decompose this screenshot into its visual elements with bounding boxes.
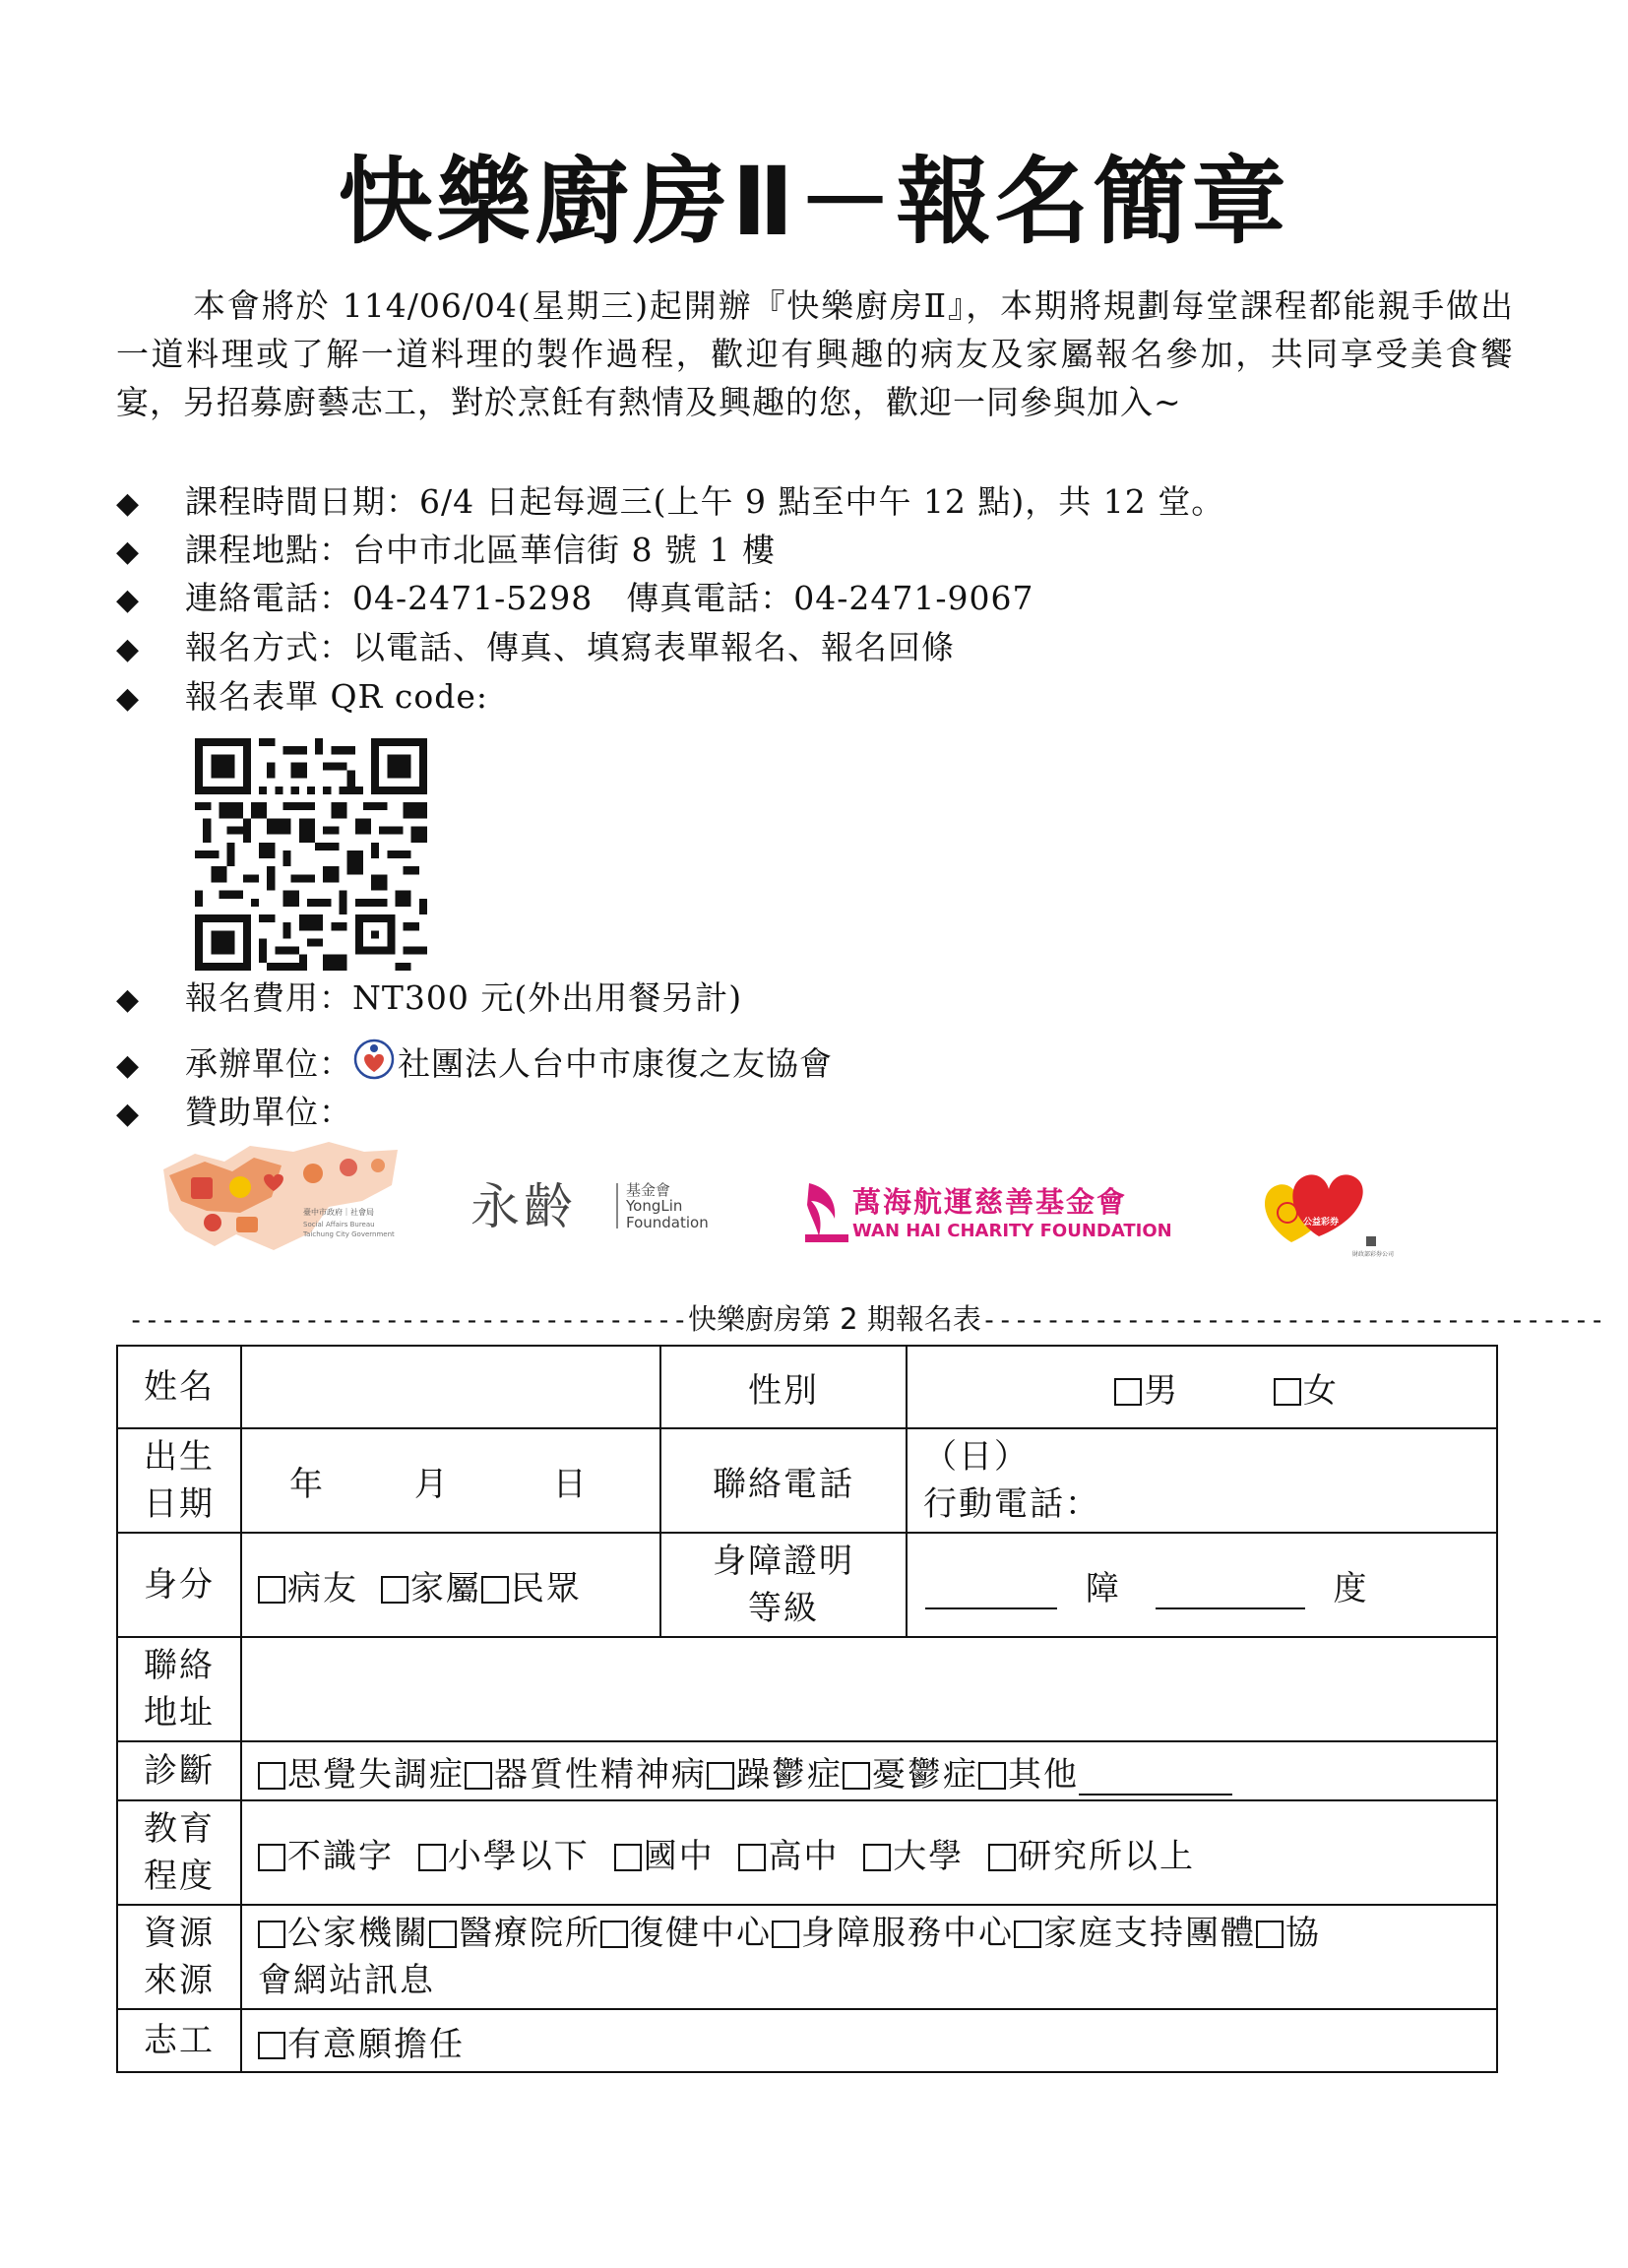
src-hospital-checkbox[interactable] [429,1921,457,1948]
disability-degree-blank[interactable] [1156,1578,1305,1609]
diamond-bullet-icon: ◆ [116,632,141,666]
taichung-social-affairs-logo [156,1132,407,1258]
intro-paragraph: 本會將於 114/06/04(星期三)起開辦『快樂廚房Ⅱ』，本期將規劃每堂課程都能親手做出一道料理或了解一道料理的製作過程，歡迎有興趣的病友及家屬報名參加，共同享受美食饗宴，另招募廚藝志工，對於烹飪有熱情及興趣的您，歡迎一同參與加入~ [116,286,1514,421]
ed-senior-high-checkbox[interactable] [738,1844,766,1871]
phone-field[interactable]: （日） 行動電話： [907,1428,1497,1533]
wanhai-emblem-icon [805,1179,848,1244]
dx-other-checkbox[interactable] [978,1762,1006,1790]
src-rehab-checkbox[interactable] [600,1921,628,1948]
page-title: 快樂廚房Ⅱ－報名簡章 [338,147,1290,257]
disability-type-blank[interactable] [925,1578,1057,1609]
form-heading: 快樂廚房第 2 期報名表 [687,1302,981,1336]
name-label: 姓名 [117,1346,241,1428]
public-checkbox[interactable] [481,1576,509,1604]
src-family-support-checkbox[interactable] [1014,1921,1041,1948]
family-checkbox[interactable] [381,1576,408,1604]
identity-label: 身分 [117,1533,241,1637]
dx-depression-checkbox[interactable] [843,1762,870,1790]
diamond-bullet-icon: ◆ [116,1097,141,1131]
bullet-schedule: ◆ 課程時間日期：6/4 日起每週三(上午 9 點至中午 12 點)，共 12 堂。 [116,478,1224,528]
bullet-sponsors: ◆ 贊助單位： [116,1089,352,1138]
wanhai-foundation-logo: 萬海航運慈善基金會 WAN HAI CHARITY FOUNDATION [805,1177,1177,1246]
female-checkbox[interactable] [1274,1378,1301,1406]
bullet-location: ◆ 課程地點：台中市北區華信街 8 號 1 樓 [116,527,776,576]
form-divider: -----------------------------------快樂廚房第 2 期報名表--------------------------------------- [128,1302,1605,1336]
yonglin-divider [616,1183,618,1228]
volunteer-option: 有意願擔任 [241,2009,1497,2072]
education-options: 不識字 小學以下 國中 高中 大學 研究所以上 [241,1800,1497,1905]
phone-label: 聯絡電話 [660,1428,907,1533]
dx-other-blank[interactable] [1079,1764,1232,1796]
organizer-logo-icon [352,1038,396,1081]
birthdate-label: 出生 日期 [117,1428,241,1533]
registration-qr-code[interactable] [195,738,427,971]
bullet-phone: ◆ 連絡電話：04-2471-5298 傳真電話：04-2471-9067 [116,575,1034,624]
src-government-checkbox[interactable] [258,1921,285,1948]
address-field[interactable] [241,1637,1497,1741]
diamond-bullet-icon: ◆ [116,982,141,1017]
yonglin-foundation-logo: 永齡 基金會 YongLin Foundation [470,1178,709,1235]
dx-schizophrenia-checkbox[interactable] [258,1762,285,1790]
dx-bipolar-checkbox[interactable] [707,1762,734,1790]
diamond-bullet-icon: ◆ [116,486,141,521]
bullet-qr-label: ◆ 報名表單 QR code: [116,673,488,723]
identity-options: 病友 家屬 民眾 [241,1533,660,1637]
ed-graduate-checkbox[interactable] [988,1844,1016,1871]
src-website-checkbox[interactable] [1256,1921,1284,1948]
diagnosis-label: 診斷 [117,1741,241,1800]
diamond-bullet-icon: ◆ [116,1048,141,1083]
public-welfare-lottery-logo [1258,1162,1406,1260]
src-disability-center-checkbox[interactable] [772,1921,799,1948]
address-label: 聯絡 地址 [117,1637,241,1741]
bullet-organizer: ◆ 承辦單位： 社團法人台中市康復之友協會 [116,1038,833,1090]
male-checkbox[interactable] [1114,1378,1142,1406]
ed-primary-checkbox[interactable] [418,1844,446,1871]
birthdate-field[interactable]: 年 月 日 [241,1428,660,1533]
name-field[interactable] [241,1346,660,1428]
taichung-gov-en: Taichung City Government [303,1230,395,1238]
diamond-bullet-icon: ◆ [116,681,141,716]
disability-label: 身障證明 等級 [660,1533,907,1637]
ed-illiterate-checkbox[interactable] [258,1844,285,1871]
diamond-bullet-icon: ◆ [116,583,141,617]
svg-text:財政部彩券公司: 財政部彩券公司 [1352,1251,1395,1258]
gender-options: 男 女 [907,1346,1497,1428]
taichung-bureau-en: Social Affairs Bureau [303,1221,375,1228]
source-options: 公家機關 醫療院所 復健中心 身障服務中心 家庭支持團體 協 會網站訊息 [241,1905,1497,2009]
disability-field[interactable]: 障 度 [907,1533,1497,1637]
volunteer-checkbox[interactable] [258,2032,285,2059]
source-label: 資源 來源 [117,1905,241,2009]
volunteer-label: 志工 [117,2009,241,2072]
ed-university-checkbox[interactable] [863,1844,891,1871]
bullet-method: ◆ 報名方式：以電話、傳真、填寫表單報名、報名回條 [116,624,955,673]
diamond-bullet-icon: ◆ [116,535,141,569]
taichung-bureau-name: 臺中市政府｜社會局 [303,1208,374,1217]
ed-junior-high-checkbox[interactable] [614,1844,642,1871]
education-label: 教育 程度 [117,1800,241,1905]
yonglin-mark: 永齡 [470,1178,577,1235]
diagnosis-options: 思覺失調症 器質性精神病 躁鬱症 憂鬱症 其他 [241,1741,1497,1800]
gender-label: 性別 [660,1346,907,1428]
svg-text:公益彩券: 公益彩券 [1303,1218,1340,1228]
registration-form [116,1345,1498,2073]
dx-organic-checkbox[interactable] [465,1762,492,1790]
patient-checkbox[interactable] [258,1576,285,1604]
bullet-fee: ◆ 報名費用：NT300 元(外出用餐另計) [116,975,742,1024]
